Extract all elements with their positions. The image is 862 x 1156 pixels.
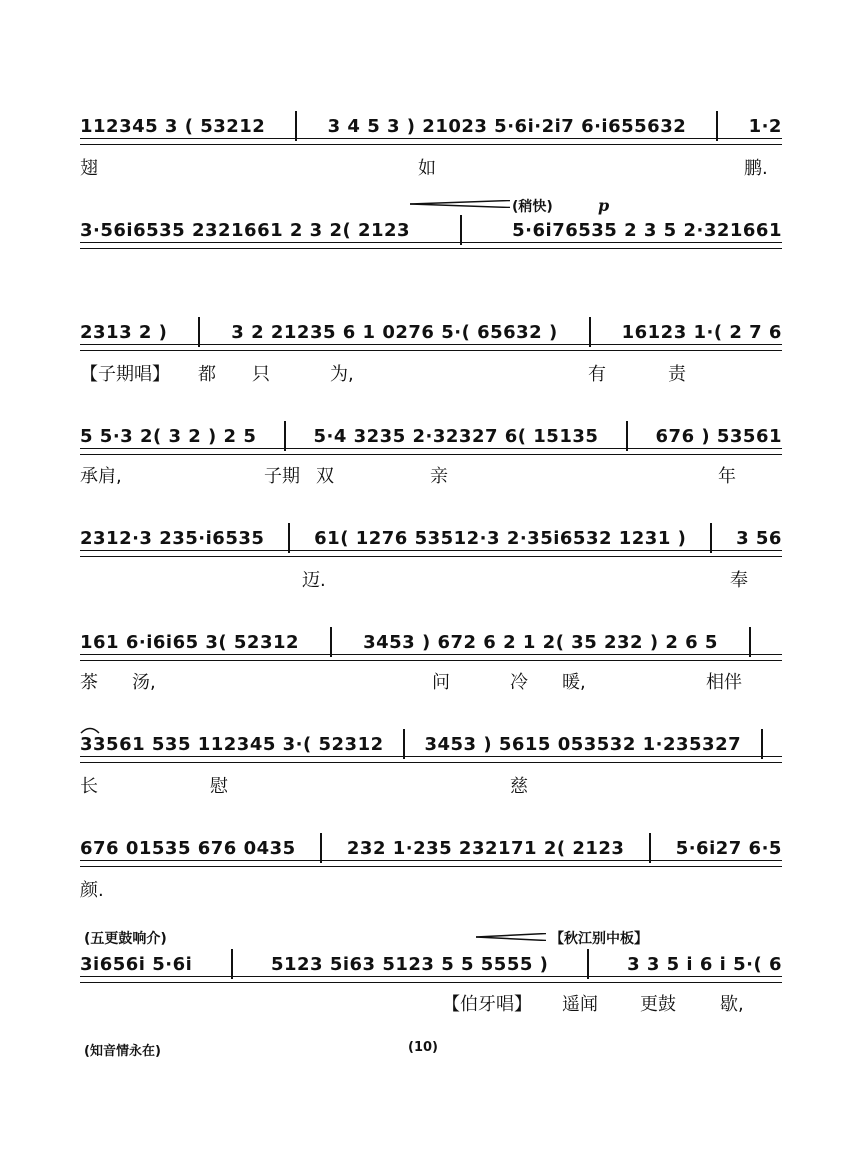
- crescendo-hairpin: [410, 200, 510, 208]
- barline: [716, 111, 718, 141]
- notation-row: [80, 734, 782, 754]
- beam-underline: [80, 550, 782, 557]
- measure-group: 3i656i 5·6i: [80, 953, 193, 975]
- barline: [710, 523, 712, 553]
- lyric-syllable: 都: [198, 364, 216, 385]
- measure-group: 676 ) 53561: [655, 425, 782, 447]
- beam-underline: [80, 242, 782, 249]
- lyric-syllable: 问: [432, 672, 450, 693]
- measure-group: 112345 3 ( 53212: [80, 115, 266, 137]
- barline: [284, 421, 286, 451]
- lyric-syllable: 遥闻: [562, 994, 598, 1015]
- measure-group: 5 5·3 2( 3 2 ) 2 5: [80, 425, 257, 447]
- tempo-marking: (稍快): [512, 199, 553, 215]
- lyric-syllable: 长: [80, 776, 98, 797]
- barline: [320, 833, 322, 863]
- lyric-syllable: 慰: [210, 776, 228, 797]
- notation-line-1: [80, 116, 782, 150]
- notation-row: [80, 954, 782, 974]
- lyric-syllable: 相伴: [706, 672, 742, 693]
- measure-group: 3 4 5 3 ) 21023 5·6i·2i7 6·i655632: [327, 115, 687, 137]
- measure-group: 3 56: [736, 527, 782, 549]
- measure-group: 16123 1·( 2 7 6: [621, 321, 782, 343]
- singer-label: 【伯牙唱】: [442, 994, 532, 1015]
- barline: [288, 523, 290, 553]
- beam-underline: [80, 344, 782, 351]
- barline: [403, 729, 405, 759]
- measure-group: 61( 1276 53512·3 2·35i6532 1231 ): [314, 527, 687, 549]
- lyric-syllable: 冷: [510, 672, 528, 693]
- barline: [198, 317, 200, 347]
- barline: [330, 627, 332, 657]
- measure-group: 232 1·235 232171 2( 2123: [346, 837, 625, 859]
- lyric-syllable: 迈.: [302, 570, 326, 591]
- notation-row: [80, 220, 782, 240]
- lyric-syllable: 子期: [264, 466, 300, 487]
- lyric-syllable: 颜.: [80, 880, 104, 901]
- lyric-syllable: 暖,: [562, 672, 586, 693]
- dynamic-marking: p: [598, 196, 610, 215]
- notation-row: [80, 426, 782, 446]
- barline: [761, 729, 763, 759]
- footer-title: (知音情永在): [84, 1044, 161, 1059]
- lyric-syllable: 更鼓: [640, 994, 676, 1015]
- crescendo-hairpin: [476, 933, 546, 941]
- measure-group: 3·56i6535 2321661 2 3 2( 2123: [80, 219, 411, 241]
- lyrics-line-1: [80, 154, 782, 180]
- lyric-syllable: 鹏.: [744, 158, 768, 179]
- notation-row: [80, 322, 782, 342]
- barline: [649, 833, 651, 863]
- lyrics-line-6: [80, 668, 782, 694]
- beam-underline: [80, 976, 782, 983]
- lyric-syllable: 亲: [430, 466, 448, 487]
- measure-group: 33561 535 112345 3·( 52312: [80, 733, 384, 755]
- barline: [231, 949, 233, 979]
- lyric-syllable: 年: [718, 466, 736, 487]
- lyric-syllable: 责: [668, 364, 686, 385]
- notation-row: [80, 116, 782, 136]
- measure-group: 3 3 5 i 6 i 5·( 6: [627, 953, 782, 975]
- measure-group: 1·2: [748, 115, 782, 137]
- beam-underline: [80, 756, 782, 763]
- beam-underline: [80, 860, 782, 867]
- barline: [295, 111, 297, 141]
- barline: [626, 421, 628, 451]
- measure-group: 2312·3 235·i6535: [80, 527, 265, 549]
- page-number: (10): [408, 1040, 438, 1055]
- measure-group: 676 01535 676 0435: [80, 837, 296, 859]
- notation-line-7: [80, 734, 782, 768]
- notation-line-5: [80, 528, 782, 562]
- notation-row: [80, 838, 782, 858]
- barline: [749, 627, 751, 657]
- lyrics-line-5: [80, 566, 782, 592]
- lyrics-line-7: [80, 772, 782, 798]
- beam-underline: [80, 138, 782, 145]
- barline: [587, 949, 589, 979]
- lyric-syllable: 双: [316, 466, 334, 487]
- notation-line-6: [80, 632, 782, 666]
- measure-group: 5·4 3235 2·32327 6( 15135: [313, 425, 599, 447]
- lyric-syllable: 奉: [730, 570, 748, 591]
- lyric-syllable: 汤,: [132, 672, 156, 693]
- notation-row: [80, 528, 782, 548]
- measure-group: 3453 ) 672 6 2 1 2( 35 232 ) 2 6 5: [363, 631, 718, 653]
- beam-underline: [80, 448, 782, 455]
- section-heading: 【秋江别中板】: [550, 931, 648, 947]
- measure-group: 3453 ) 5615 053532 1·235327: [424, 733, 742, 755]
- measure-group: 5·6i76535 2 3 5 2·321661: [512, 219, 782, 241]
- lyric-syllable: 茶: [80, 672, 98, 693]
- notation-line-9: [80, 954, 782, 988]
- lyrics-line-8: [80, 876, 782, 902]
- lyric-syllable: 有: [588, 364, 606, 385]
- measure-group: 2313 2 ): [80, 321, 168, 343]
- notation-row: [80, 632, 782, 652]
- notation-line-8: [80, 838, 782, 872]
- notation-line-3: [80, 322, 782, 356]
- measure-group: 5123 5i63 5123 5 5 5555 ): [270, 953, 549, 975]
- beam-underline: [80, 654, 782, 661]
- barline: [460, 215, 462, 245]
- singer-label: 【子期唱】: [80, 364, 170, 385]
- measure-group: 3 2 21235 6 1 0276 5·( 65632 ): [231, 321, 558, 343]
- lyrics-line-3: [80, 360, 782, 386]
- barline: [589, 317, 591, 347]
- lyric-syllable: 只: [252, 364, 270, 385]
- measure-group: 5·6i27 6·5: [675, 837, 782, 859]
- notation-line-2: [80, 220, 782, 254]
- lyric-syllable: 翅: [80, 158, 98, 179]
- lyric-syllable: 歇,: [720, 994, 744, 1015]
- lyric-syllable: 慈: [510, 776, 528, 797]
- lyrics-line-9: [80, 990, 782, 1016]
- interlude-marking: (五更鼓响介): [84, 931, 167, 947]
- lyric-syllable: 如: [418, 158, 436, 179]
- measure-group: 161 6·i6i65 3( 52312: [80, 631, 300, 653]
- lyrics-line-4: [80, 462, 782, 488]
- lyric-syllable: 为,: [330, 364, 354, 385]
- lyric-syllable: 承肩,: [80, 466, 122, 487]
- notation-line-4: [80, 426, 782, 460]
